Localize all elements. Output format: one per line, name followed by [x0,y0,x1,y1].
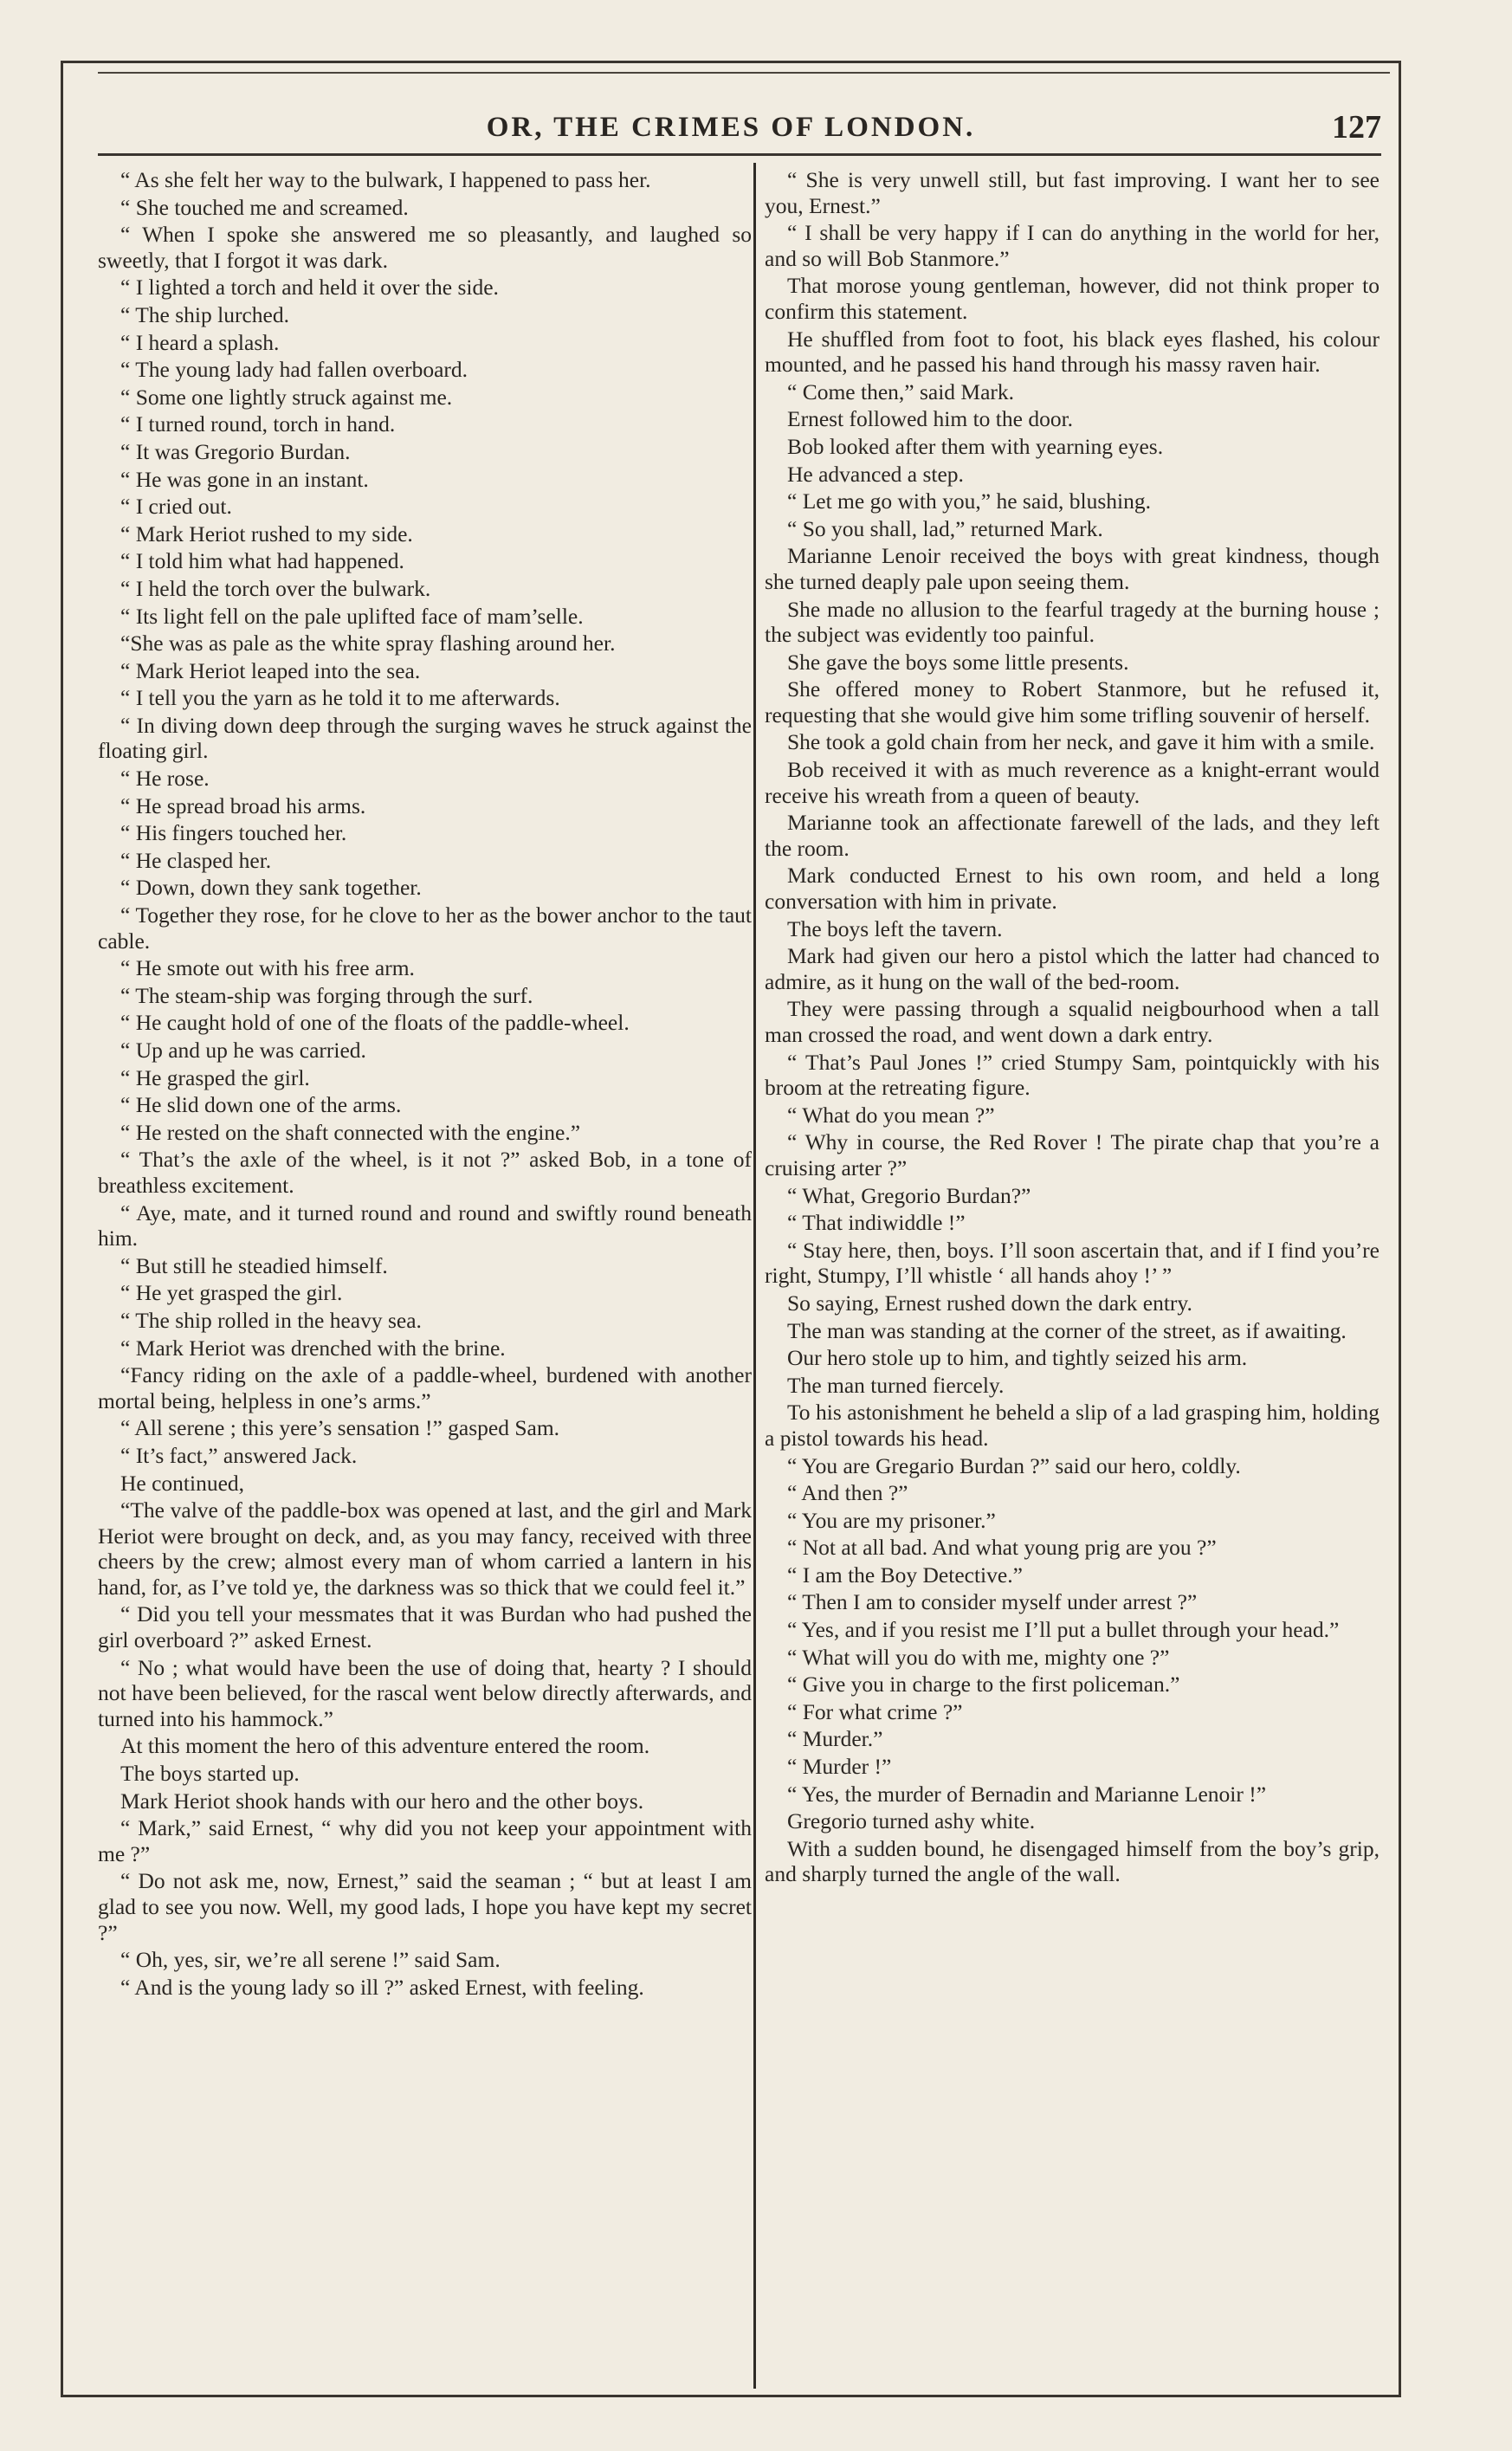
left-column [98,167,752,2002]
paragraph: “ For what crime ?” [787,1698,963,1724]
paragraph: “ You are Gregario Burdan ?” said our hero, coldly. [787,1452,1241,1478]
paragraph: “ Together they rose, for he clove to her as the bower anchor to the taut cable. [98,902,752,954]
paragraph: “ He yet grasped the girl. [120,1280,343,1306]
paragraph: “ Not at all bad. And what young prig are you ?” [787,1535,1217,1561]
paragraph: “ Aye, mate, and it turned round and round and swiftly round beneath him. [98,1200,752,1251]
paragraph: “ The ship rolled in the heavy sea. [120,1307,422,1333]
header-rule [98,153,1381,156]
paragraph: Marianne took an affectionate farewell of the lads, and they left the room. [765,810,1380,861]
paragraph: “ I told him what had happened. [120,548,404,574]
paragraph: “ I tell you the yarn as he told it to me afterwards. [120,685,560,711]
paragraph: “ No ; what would have been the use of doing that, hearty ? I should not have been believed, for the rascal went below directly afterwards, and turned into his hammock.” [98,1654,752,1731]
paragraph: “ You are my prisoner.” [787,1507,996,1533]
paragraph: “ As she felt her way to the bulwark, I happened to pass her. [120,167,651,192]
paragraph: “ I shall be very happy if I can do anything in the world for her, and so will Bob Stanmore.” [765,220,1380,271]
paragraph: “ In diving down deep through the surging waves he struck against the floating girl. [98,712,752,764]
paragraph: “ And is the young lady so ill ?” asked Ernest, with feeling. [120,1974,644,2000]
paragraph: “The valve of the paddle-box was opened at last, and the girl and Mark Heriot were brought on deck, and, as you may fancy, received with three cheers by the crew; almost every man of whom carried a lantern in his hand, for, as I’ve told ye, the darkness was so thick that we could feel it.” [98,1497,752,1600]
paragraph: “ Murder.” [787,1726,883,1752]
paragraph: He continued, [120,1470,245,1496]
paragraph: “ So you shall, lad,” returned Mark. [787,515,1103,541]
paragraph: “ She touched me and screamed. [120,194,409,220]
paragraph: “ That indiwiddle !” [787,1210,966,1236]
paragraph: “ He rested on the shaft connected with the engine.” [120,1119,581,1145]
paragraph: “ I heard a splash. [120,329,280,355]
paragraph: He shuffled from foot to foot, his black eyes flashed, his colour mounted, and he passed his hand through his massy raven hair. [765,326,1380,378]
paragraph: The man turned fiercely. [787,1372,1005,1398]
paragraph: “ Some one lightly struck against me. [120,384,453,410]
paragraph: “ He rose. [120,766,210,792]
paragraph: She offered money to Robert Stanmore, but he refused it, requesting that she would give him some trifling souvenir of herself. [765,676,1380,728]
page-frame [61,61,1401,2397]
paragraph: “ Its light fell on the pale uplifted face of mam’selle. [120,603,584,629]
running-header [63,63,1399,158]
paragraph: “ He was gone in an instant. [120,466,369,492]
paragraph: With a sudden bound, he disengaged himself from the boy’s grip, and sharply turned the angle of the wall. [765,1835,1380,1887]
paragraph: “ He slid down one of the arms. [120,1092,402,1118]
paragraph: “ Give you in charge to the first policeman.” [787,1672,1180,1698]
paragraph: “ It’s fact,” answered Jack. [120,1442,358,1468]
paragraph: “ That’s the axle of the wheel, is it not ?” asked Bob, in a tone of breathless excitement. [98,1147,752,1198]
paragraph: Our hero stole up to him, and tightly seized his arm. [787,1345,1248,1371]
paragraph: “Fancy riding on the axle of a paddle-wheel, burdened with another mortal being, helpless in one’s arms.” [98,1362,752,1413]
paragraph: At this moment the hero of this adventure entered the room. [120,1733,650,1759]
paragraph: The man was standing at the corner of the street, as if awaiting. [787,1317,1347,1343]
paragraph: She took a gold chain from her neck, and gave it him with a smile. [787,729,1375,755]
paragraph: He advanced a step. [787,461,964,487]
paragraph: “ And then ?” [787,1480,908,1506]
paragraph: Mark had given our hero a pistol which the latter had chanced to admire, as it hung on the wall of the bed-room. [765,943,1380,994]
paragraph: “ I am the Boy Detective.” [787,1562,1023,1588]
paragraph: “ Did you tell your messmates that it was Burdan who had pushed the girl overboard ?” asked Ernest. [98,1601,752,1653]
page-number: 127 [1332,109,1381,146]
paragraph: “ Mark Heriot rushed to my side. [120,521,413,546]
paragraph: “ What do you mean ?” [787,1102,995,1128]
paragraph: “ He smote out with his free arm. [120,955,415,981]
paragraph: “ I turned round, torch in hand. [120,411,396,437]
column-divider [753,163,756,2389]
paragraph: “ Murder !” [787,1754,892,1780]
paragraph: Marianne Lenoir received the boys with great kindness, though she turned deaply pale upon seeing them. [765,543,1380,594]
paragraph: “ Up and up he was carried. [120,1038,366,1063]
paragraph: “ But still he steadied himself. [120,1252,388,1278]
paragraph: To his astonishment he beheld a slip of a lad grasping him, holding a pistol towards his head. [765,1400,1380,1451]
paragraph: “ Yes, and if you resist me I’ll put a bullet through your head.” [787,1617,1340,1643]
right-column [765,167,1380,1889]
paragraph: “ Then I am to consider myself under arrest ?” [787,1589,1198,1615]
paragraph: “ Yes, the murder of Bernadin and Marianne Lenoir !” [787,1781,1267,1807]
paragraph: Bob looked after them with yearning eyes. [787,433,1164,459]
paragraph: “ Do not ask me, now, Ernest,” said the seaman ; “ but at least I am glad to see you now. Well, my good lads, I hope you have kept my secret ?” [98,1868,752,1945]
paragraph: So saying, Ernest rushed down the dark entry. [787,1290,1192,1316]
paragraph: “ When I spoke she answered me so pleasantly, and laughed so sweetly, that I forgot it was dark. [98,222,752,273]
paragraph: “ Stay here, then, boys. I’ll soon ascertain that, and if I find you’re right, Stumpy, I’ll whistle ‘ all hands ahoy !’ ” [765,1237,1380,1289]
paragraph: “ That’s Paul Jones !” cried Stumpy Sam, pointquickly with his broom at the retreating figure. [765,1049,1380,1101]
paragraph: “ Mark Heriot leaped into the sea. [120,657,421,683]
paragraph: “ She is very unwell still, but fast improving. I want her to see you, Ernest.” [765,167,1380,218]
paragraph: They were passing through a squalid neigbourhood when a tall man crossed the road, and went down a dark entry. [765,996,1380,1047]
paragraph: “ He clasped her. [120,847,272,873]
paragraph: She made no allusion to the fearful tragedy at the burning house ; the subject was evidently too painful. [765,596,1380,648]
paragraph: “ The ship lurched. [120,301,289,327]
paragraph: Gregorio turned ashy white. [787,1808,1036,1834]
paragraph: “ I cried out. [120,494,232,520]
paragraph: “ What will you do with me, mighty one ?” [787,1644,1170,1670]
paragraph: The boys left the tavern. [787,915,1003,941]
paragraph: “ His fingers touched her. [120,820,347,846]
paragraph: Bob received it with as much reverence as a knight-errant would receive his wreath from a queen of beauty. [765,757,1380,808]
paragraph: “ What, Gregorio Burdan?” [787,1182,1031,1208]
paragraph: “ He spread broad his arms. [120,792,366,818]
paragraph: Ernest followed him to the door. [787,406,1074,432]
paragraph: “ The young lady had fallen overboard. [120,357,468,383]
running-title: OR, THE CRIMES OF LONDON. [486,112,976,143]
paragraph: “ The steam-ship was forging through the surf. [120,982,533,1008]
paragraph: “ Let me go with you,” he said, blushing. [787,488,1151,514]
paragraph: “ Mark Heriot was drenched with the brine. [120,1335,506,1361]
paragraph: The boys started up. [120,1761,300,1787]
paragraph: “ Mark,” said Ernest, “ why did you not keep your appointment with me ?” [98,1815,752,1866]
paragraph: She gave the boys some little presents. [787,649,1129,675]
paragraph: “She was as pale as the white spray flashing around her. [120,631,616,656]
paragraph: “ He caught hold of one of the floats of the paddle-wheel. [120,1010,630,1036]
paragraph: “ Why in course, the Red Rover ! The pirate chap that you’re a cruising arter ?” [765,1129,1380,1180]
paragraph: Mark Heriot shook hands with our hero and the other boys. [120,1788,644,1814]
paragraph: “ I lighted a torch and held it over the side. [120,275,499,301]
paragraph: “ It was Gregorio Burdan. [120,438,351,464]
paragraph: “ All serene ; this yere’s sensation !” gasped Sam. [120,1415,560,1441]
paragraph: Mark conducted Ernest to his own room, and held a long conversation with him in private. [765,863,1380,915]
paragraph: “ Come then,” said Mark. [787,378,1015,404]
paragraph: “ Oh, yes, sir, we’re all serene !” said Sam. [120,1947,501,1973]
paragraph: “ Down, down they sank together. [120,875,422,901]
paragraph: “ I held the torch over the bulwark. [120,575,431,601]
paragraph: That morose young gentleman, however, did not think proper to confirm this statement. [765,273,1380,324]
paragraph: “ He grasped the girl. [120,1064,310,1090]
